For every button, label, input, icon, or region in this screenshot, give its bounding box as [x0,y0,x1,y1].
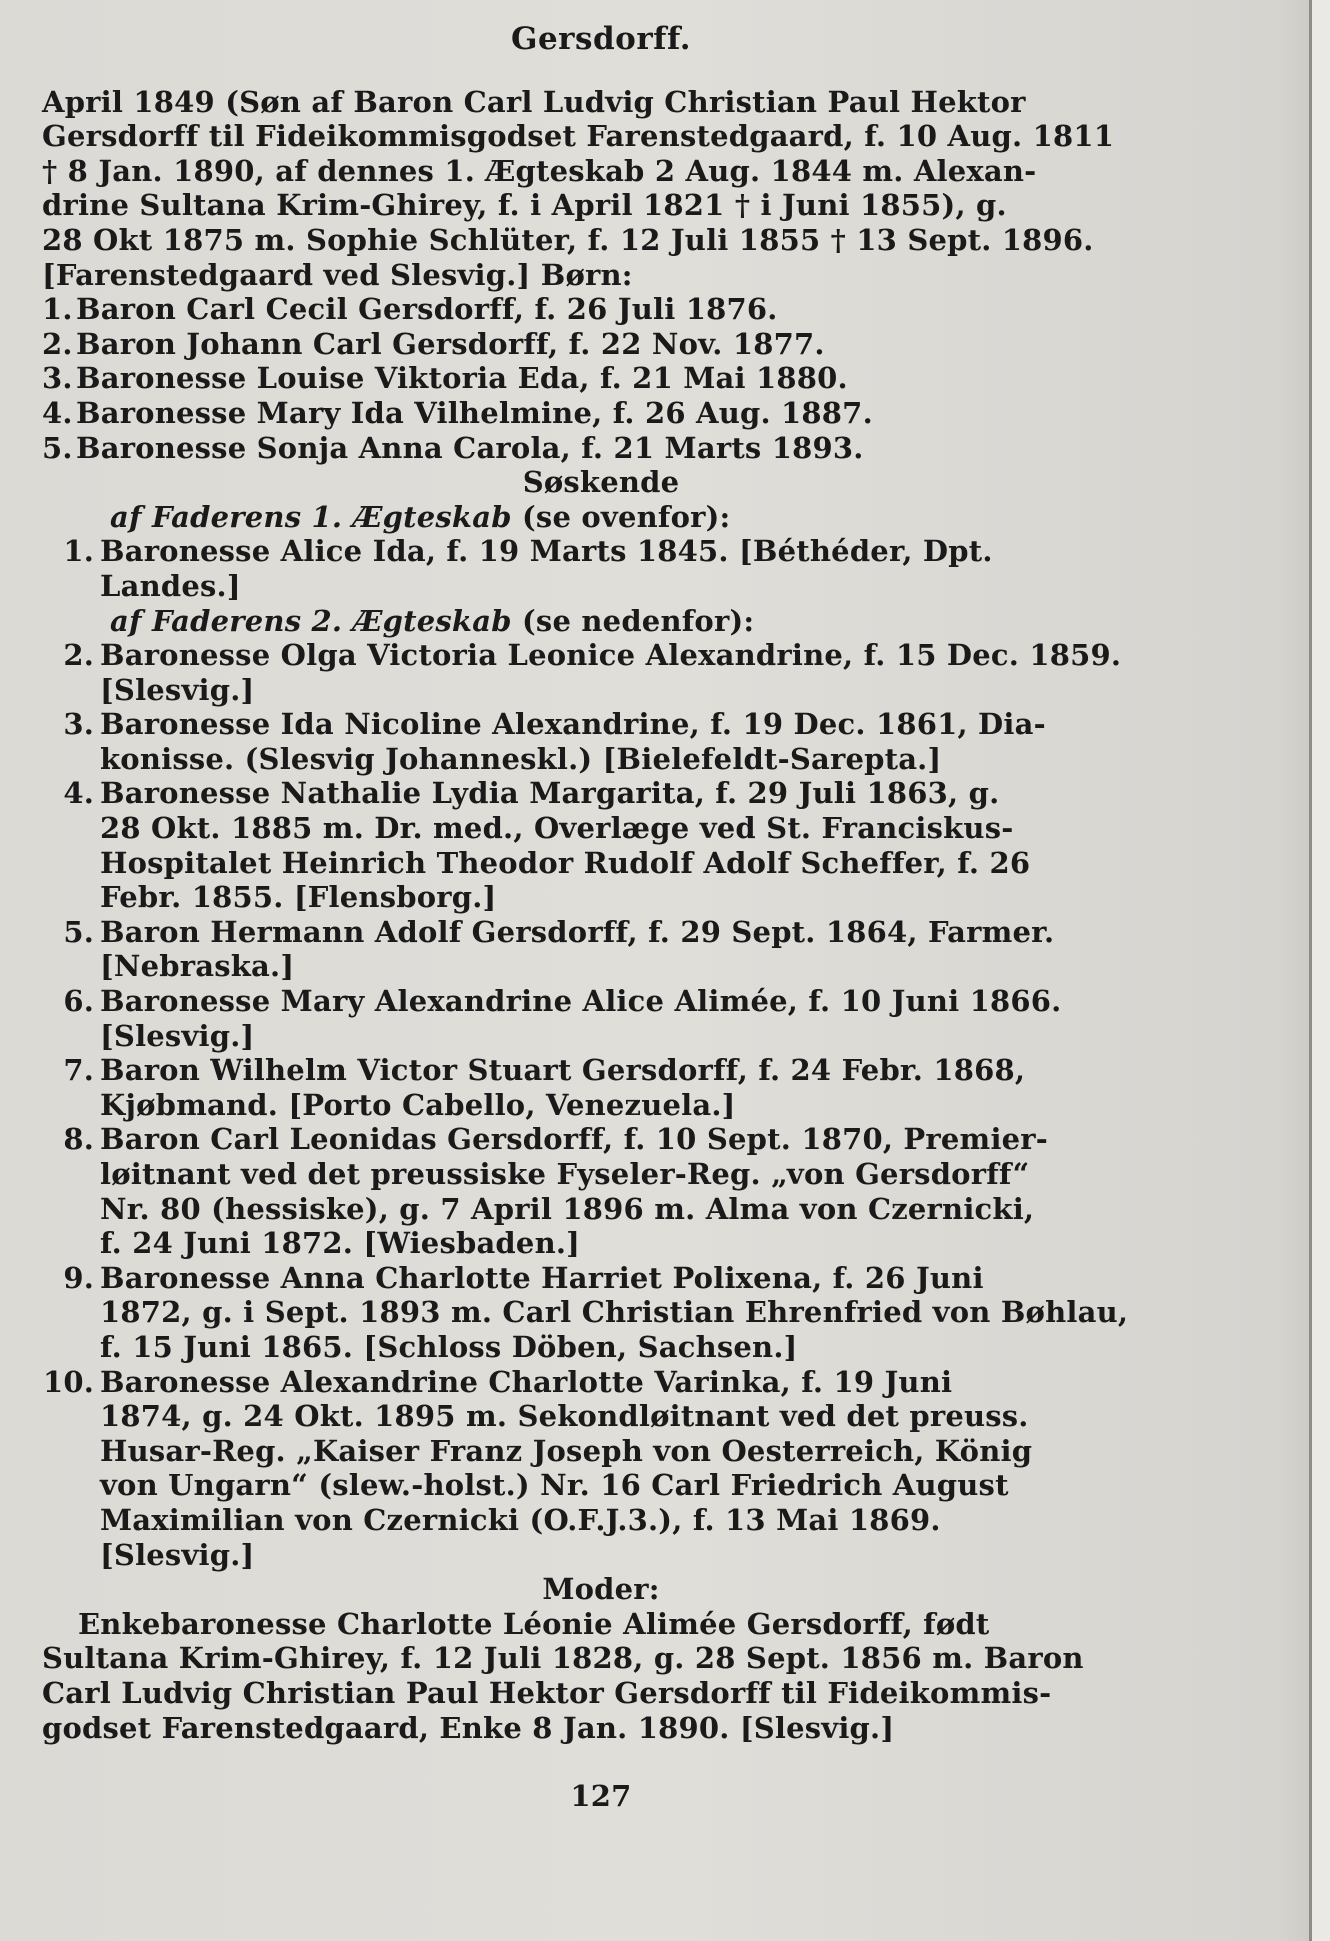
child-entry [42,396,1160,431]
intro-line: [Farenstedgaard ved Slesvig.] Børn: [42,257,633,292]
sibling-entry [42,1122,1160,1260]
sibling-text [100,638,1160,707]
child-entry [42,327,1160,362]
page-title: Gersdorff. [510,21,692,57]
sibling-number: 2. [63,638,94,673]
sibling-entry [42,638,1160,707]
sibling-entry [42,1261,1160,1365]
child-entry [42,431,1160,466]
sibling-line: Baronesse Alice Ida, f. 19 Marts 1845. [Béthéder, Dpt. [100,534,993,569]
first-marriage-note: (se ovenfor): [511,499,731,534]
sibling-line: 28 Okt. 1885 m. Dr. med., Overlæge ved St. Franciskus- [100,811,1014,846]
mother-line: Carl Ludvig Christian Paul Hektor Gersdorff til Fideikommis- [42,1675,1052,1710]
sibling-number: 8. [63,1122,94,1157]
child-number: 4. [42,395,73,430]
sibling-text [100,1261,1160,1365]
sibling-line: Maximilian von Czernicki (O.F.J.3.), f. 13 Mai 1869. [100,1502,941,1537]
sibling-line: [Slesvig.] [100,672,255,707]
sibling-entry [42,776,1160,914]
sibling-number: 4. [63,776,94,811]
second-marriage-label: af Faderens 2. Ægteskab [110,603,512,638]
mother-line: Sultana Krim-Ghirey, f. 12 Juli 1828, g. 28 Sept. 1856 m. Baron [42,1641,1084,1676]
sibling-line: [Slesvig.] [100,1537,255,1572]
intro-line: † 8 Jan. 1890, af dennes 1. Ægteskab 2 Aug. 1844 m. Alexan- [42,153,1037,188]
intro-line: Gersdorff til Fideikommisgodset Farenstedgaard, f. 10 Aug. 1811 [42,119,1115,154]
sibling-line: [Slesvig.] [100,1018,255,1053]
sibling-text [100,915,1160,984]
sibling-line: Hospitalet Heinrich Theodor Rudolf Adolf Scheffer, f. 26 [100,845,1031,880]
child-text: Baronesse Louise Viktoria Eda, f. 21 Mai 1880. [76,361,848,396]
sibling-text [100,1365,1160,1573]
page-right-margin [1312,0,1330,1941]
second-marriage-note: (se nedenfor): [511,603,755,638]
sibling-text [100,776,1160,914]
sibling-text [100,984,1160,1053]
sibling-line: Kjøbmand. [Porto Cabello, Venezuela.] [100,1087,736,1122]
child-text: Baron Johann Carl Gersdorff, f. 22 Nov. 1877. [76,326,825,361]
first-marriage-subheading [42,500,1160,535]
sibling-line: Febr. 1855. [Flensborg.] [100,880,497,915]
mother-line: godset Farenstedgaard, Enke 8 Jan. 1890. [Slesvig.] [42,1710,895,1745]
sibling-entry [42,1053,1160,1122]
sibling-text [100,707,1160,776]
child-number: 2. [42,326,73,361]
page-content [42,22,1160,1814]
sibling-line: konisse. (Slesvig Johanneskl.) [Bielefeldt-Sarepta.] [100,741,942,776]
children-list [42,292,1160,465]
sibling-line: Baronesse Alexandrine Charlotte Varinka, f. 19 Juni [100,1364,953,1399]
mother-paragraph [42,1607,1160,1745]
sibling-text [100,534,1160,603]
sibling-number: 9. [63,1260,94,1295]
sibling-line: 1872, g. i Sept. 1893 m. Carl Christian Ehrenfried von Bøhlau, [100,1295,1129,1330]
mother-line: Enkebaronesse Charlotte Léonie Alimée Gersdorff, født [78,1606,990,1641]
child-number: 1. [42,292,73,327]
page-binding-edge [1309,0,1312,1941]
intro-paragraph [42,85,1160,293]
intro-line: 28 Okt 1875 m. Sophie Schlüter, f. 12 Juli 1855 † 13 Sept. 1896. [42,222,1094,257]
sibling-line: Nr. 80 (hessiske), g. 7 April 1896 m. Alma von Czernicki, [100,1191,1035,1226]
sibling-line: Baronesse Nathalie Lydia Margarita, f. 29 Juli 1863, g. [100,776,1000,811]
child-text: Baronesse Sonja Anna Carola, f. 21 Marts 1893. [76,430,864,465]
sibling-line: Baronesse Mary Alexandrine Alice Alimée, f. 10 Juni 1866. [100,984,1062,1019]
sibling-entry [42,915,1160,984]
first-marriage-list [42,534,1160,603]
child-entry [42,292,1160,327]
sibling-entry [42,984,1160,1053]
sibling-line: Landes.] [100,568,241,603]
sibling-number: 6. [63,984,94,1019]
second-marriage-subheading [42,604,1160,639]
first-marriage-label: af Faderens 1. Ægteskab [110,499,512,534]
siblings-heading: Søskende [522,465,680,500]
sibling-entry [42,534,1160,603]
sibling-line: von Ungarn“ (slew.-holst.) Nr. 16 Carl Friedrich August [100,1468,1009,1503]
sibling-line: Baronesse Olga Victoria Leonice Alexandrine, f. 15 Dec. 1859. [100,638,1122,673]
sibling-line: f. 15 Juni 1865. [Schloss Döben, Sachsen.] [100,1329,798,1364]
intro-line: April 1849 (Søn af Baron Carl Ludvig Christian Paul Hektor [42,84,1026,119]
sibling-line: Baron Hermann Adolf Gersdorff, f. 29 Sept. 1864, Farmer. [100,914,1055,949]
sibling-number: 1. [63,534,94,569]
sibling-text [100,1053,1160,1122]
sibling-line: 1874, g. 24 Okt. 1895 m. Sekondløitnant ved det preuss. [100,1399,1029,1434]
sibling-line: Baron Wilhelm Victor Stuart Gersdorff, f. 24 Febr. 1868, [100,1053,1026,1088]
mother-heading: Moder: [542,1572,660,1607]
page-number: 127 [570,1779,632,1814]
sibling-number: 3. [63,707,94,742]
sibling-entry [42,707,1160,776]
child-entry [42,361,1160,396]
intro-line: drine Sultana Krim-Ghirey, f. i April 1821 † i Juni 1855), g. [42,188,1007,223]
second-marriage-list [42,638,1160,1572]
sibling-number: 10. [42,1364,94,1399]
child-text: Baron Carl Cecil Gersdorff, f. 26 Juli 1876. [76,292,778,327]
sibling-line: Baron Carl Leonidas Gersdorff, f. 10 Sept. 1870, Premier- [100,1122,1049,1157]
sibling-line: Husar-Reg. „Kaiser Franz Joseph von Oesterreich, König [100,1433,1033,1468]
sibling-number: 5. [63,914,94,949]
sibling-number: 7. [63,1053,94,1088]
sibling-line: f. 24 Juni 1872. [Wiesbaden.] [100,1226,581,1261]
sibling-text [100,1122,1160,1260]
sibling-entry [42,1365,1160,1573]
child-number: 3. [42,361,73,396]
child-text: Baronesse Mary Ida Vilhelmine, f. 26 Aug. 1887. [76,395,873,430]
sibling-line: Baronesse Anna Charlotte Harriet Polixena, f. 26 Juni [100,1260,984,1295]
sibling-line: Baronesse Ida Nicoline Alexandrine, f. 19 Dec. 1861, Dia- [100,707,1046,742]
child-number: 5. [42,430,73,465]
sibling-line: [Nebraska.] [100,949,295,984]
sibling-line: løitnant ved det preussiske Fyseler-Reg. „von Gersdorff“ [100,1157,1030,1191]
